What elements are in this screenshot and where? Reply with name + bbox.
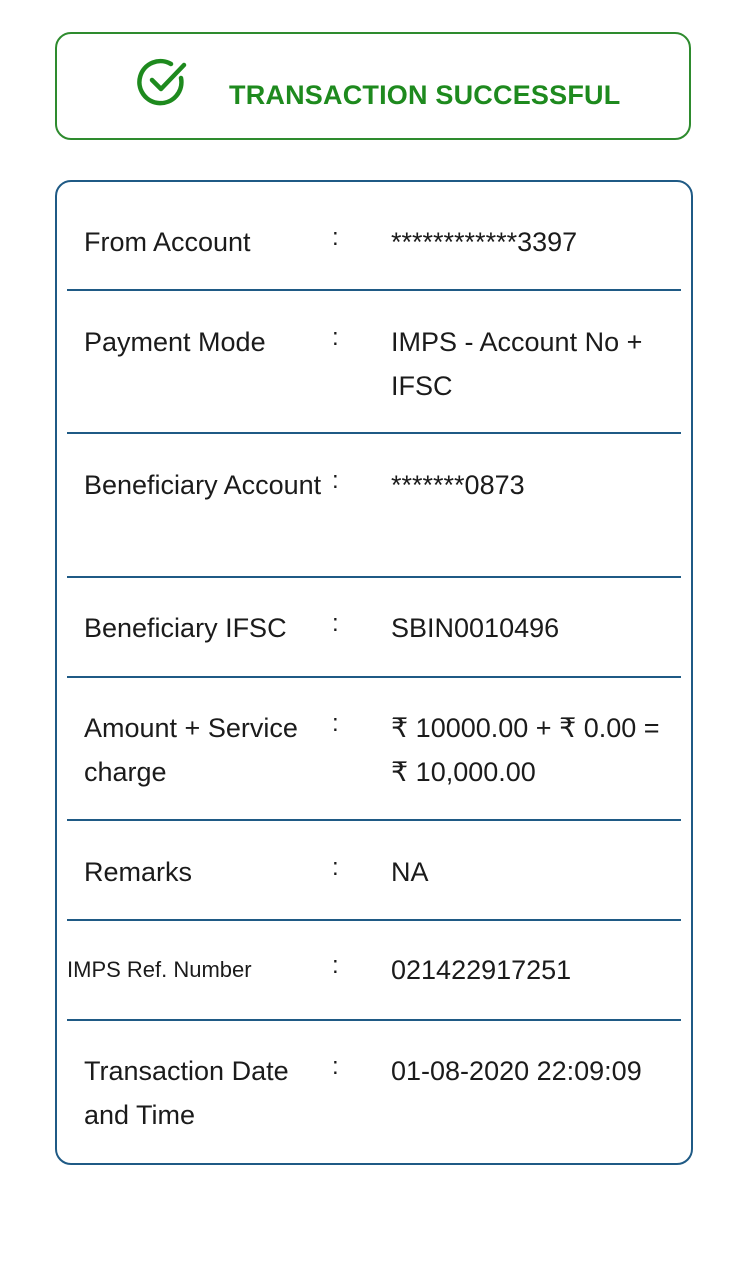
detail-value: ₹ 10000.00 + ₹ 0.00 = ₹ 10,000.00 xyxy=(391,713,660,787)
detail-label: Payment Mode xyxy=(84,327,266,357)
detail-label: Transaction Date and Time xyxy=(84,1056,289,1130)
row-divider xyxy=(67,289,681,291)
detail-separator: : xyxy=(332,610,339,637)
detail-value: ************3397 xyxy=(391,227,578,257)
check-circle-icon xyxy=(137,56,189,108)
detail-label: Remarks xyxy=(84,857,193,887)
detail-value: IMPS - Account No + IFSC xyxy=(391,327,643,401)
detail-label: Beneficiary Account xyxy=(84,470,322,500)
row-divider xyxy=(67,432,681,434)
detail-separator: : xyxy=(332,854,339,881)
row-divider xyxy=(67,919,681,921)
detail-value: *******0873 xyxy=(391,470,525,500)
detail-value: 021422917251 xyxy=(391,955,572,985)
row-divider xyxy=(67,1019,681,1021)
row-divider xyxy=(67,576,681,578)
status-text: TRANSACTION SUCCESSFUL xyxy=(229,80,621,110)
detail-separator: : xyxy=(332,1053,339,1080)
detail-value: SBIN0010496 xyxy=(391,613,560,643)
detail-label: Beneficiary IFSC xyxy=(84,613,287,643)
row-divider xyxy=(67,819,681,821)
status-banner xyxy=(55,32,691,140)
detail-separator: : xyxy=(332,710,339,737)
detail-label: IMPS Ref. Number xyxy=(67,957,252,982)
detail-label: Amount + Service charge xyxy=(84,713,298,787)
detail-separator: : xyxy=(332,467,339,494)
detail-separator: : xyxy=(332,324,339,351)
detail-value: NA xyxy=(391,857,429,887)
transaction-details-card xyxy=(55,180,693,1165)
detail-separator: : xyxy=(332,952,339,979)
row-divider xyxy=(67,676,681,678)
detail-separator: : xyxy=(332,224,339,251)
detail-label: From Account xyxy=(84,227,251,257)
detail-value: 01-08-2020 22:09:09 xyxy=(391,1056,642,1086)
